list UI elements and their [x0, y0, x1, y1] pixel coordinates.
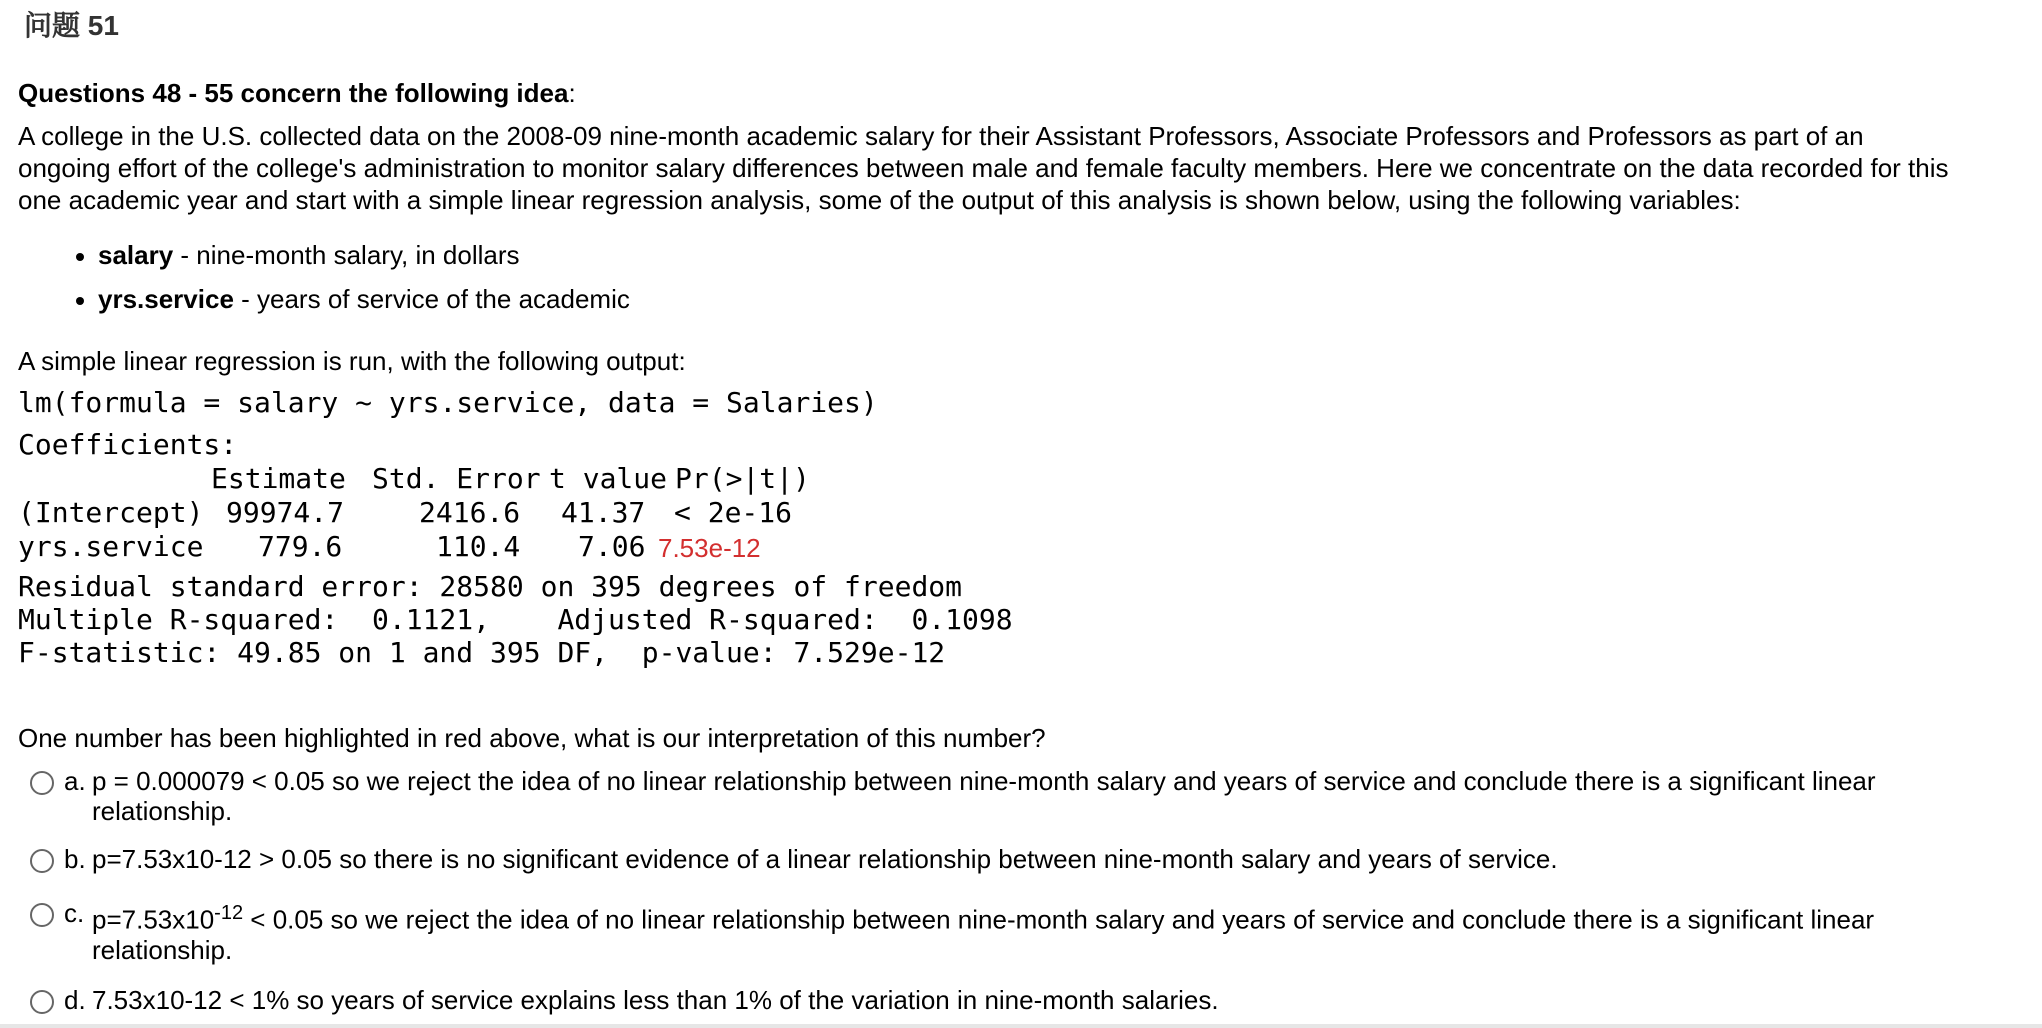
intro-bold: Questions 48 - 55 concern the following idea — [18, 78, 569, 108]
option-b[interactable] — [30, 844, 1990, 874]
table-row — [18, 530, 761, 564]
lm-call: lm(formula = salary ~ yrs.service, data = Salaries) — [18, 386, 878, 419]
radio-button-d[interactable] — [30, 990, 54, 1014]
coefficient-table — [18, 462, 810, 564]
cell-t-value: 7.06 — [578, 530, 646, 563]
col-std-error: Std. Error — [372, 462, 541, 495]
option-letter: b. — [64, 844, 86, 874]
option-c[interactable] — [30, 898, 1990, 965]
table-row — [18, 496, 793, 530]
option-letter: c. — [64, 898, 85, 928]
option-text: p=7.53x10-12 > 0.05 so there is no significant evidence of a linear relationship between nine-month salary and years of service. — [92, 844, 1558, 874]
option-text: p = 0.000079 < 0.05 so we reject the idea of no linear relationship between nine-month salary and years of service and conclude there is a significant linear relationship. — [92, 766, 1876, 826]
option-a[interactable] — [30, 766, 1990, 826]
question-prompt: One number has been highlighted in red above, what is our interpretation of this number? — [18, 723, 1046, 753]
variable-name: yrs.service — [98, 284, 234, 314]
option-text-pre: p=7.53x10 — [92, 904, 215, 935]
bullet-icon — [76, 253, 84, 261]
list-item — [18, 240, 630, 284]
variable-desc: - nine-month salary, in dollars — [173, 240, 520, 270]
question-number: 问题 51 — [24, 10, 119, 41]
r-squared: Multiple R-squared: 0.1121, Adjusted R-squared: 0.1098 — [18, 603, 1013, 636]
bottom-divider — [0, 1024, 2042, 1028]
intro-colon: : — [568, 78, 576, 108]
cell-std-error: 110.4 — [436, 530, 521, 563]
residual-se: Residual standard error: 28580 on 395 degrees of freedom — [18, 570, 963, 603]
table-header-row — [18, 462, 810, 496]
cell-p-value: < 2e-16 — [674, 496, 793, 529]
lead-text: A simple linear regression is run, with the following output: — [18, 346, 686, 376]
model-stats — [18, 570, 1013, 669]
variable-list — [18, 240, 630, 328]
option-text-post: < 0.05 so we reject the idea of no linear relationship between nine-month salary and years of service and conclude there is a significant linear relationship. — [92, 904, 1875, 965]
option-letter: d. — [64, 984, 86, 1015]
intro-line — [18, 78, 576, 109]
row-name: (Intercept) — [18, 496, 204, 529]
list-item — [18, 284, 630, 328]
answer-options — [30, 766, 1990, 1015]
option-d[interactable] — [30, 985, 1990, 1015]
col-estimate: Estimate — [211, 462, 346, 495]
cell-std-error: 2416.6 — [419, 496, 521, 529]
option-text: 7.53x10-12 < 1% so years of service explains less than 1% of the variation in nine-month salaries. — [92, 984, 1219, 1015]
variable-desc: - years of service of the academic — [233, 284, 630, 314]
f-statistic: F-statistic: 49.85 on 1 and 395 DF, p-value: 7.529e-12 — [18, 636, 946, 669]
option-letter: a. — [64, 766, 86, 796]
radio-button-b[interactable] — [30, 849, 54, 873]
coefficients-header: Coefficients: — [18, 428, 238, 461]
variable-name: salary — [98, 240, 174, 270]
cell-estimate: 779.6 — [258, 530, 343, 563]
highlighted-p-value: 7.53e-12 — [658, 533, 761, 563]
row-name: yrs.service — [18, 530, 204, 563]
radio-button-c[interactable] — [30, 903, 54, 927]
bullet-icon — [76, 297, 84, 305]
radio-button-a[interactable] — [30, 771, 54, 795]
cell-t-value: 41.37 — [561, 496, 646, 529]
col-t-value: t value — [549, 462, 668, 495]
cell-estimate: 99974.7 — [226, 496, 345, 529]
col-p-value: Pr(>|t|) — [675, 462, 810, 495]
context-paragraph: A college in the U.S. collected data on the 2008-09 nine-month academic salary for their Assistant Professors, Associate Professors and Professors as part of an ongoing effort of the college's administration to monitor salary differences between male and female faculty members. Here we concentrate on the data recorded for this one academic year and start with a simple linear regression analysis, some of the output of this analysis is shown below, using the following variables: — [18, 121, 1949, 215]
option-superscript: -12 — [214, 902, 244, 924]
